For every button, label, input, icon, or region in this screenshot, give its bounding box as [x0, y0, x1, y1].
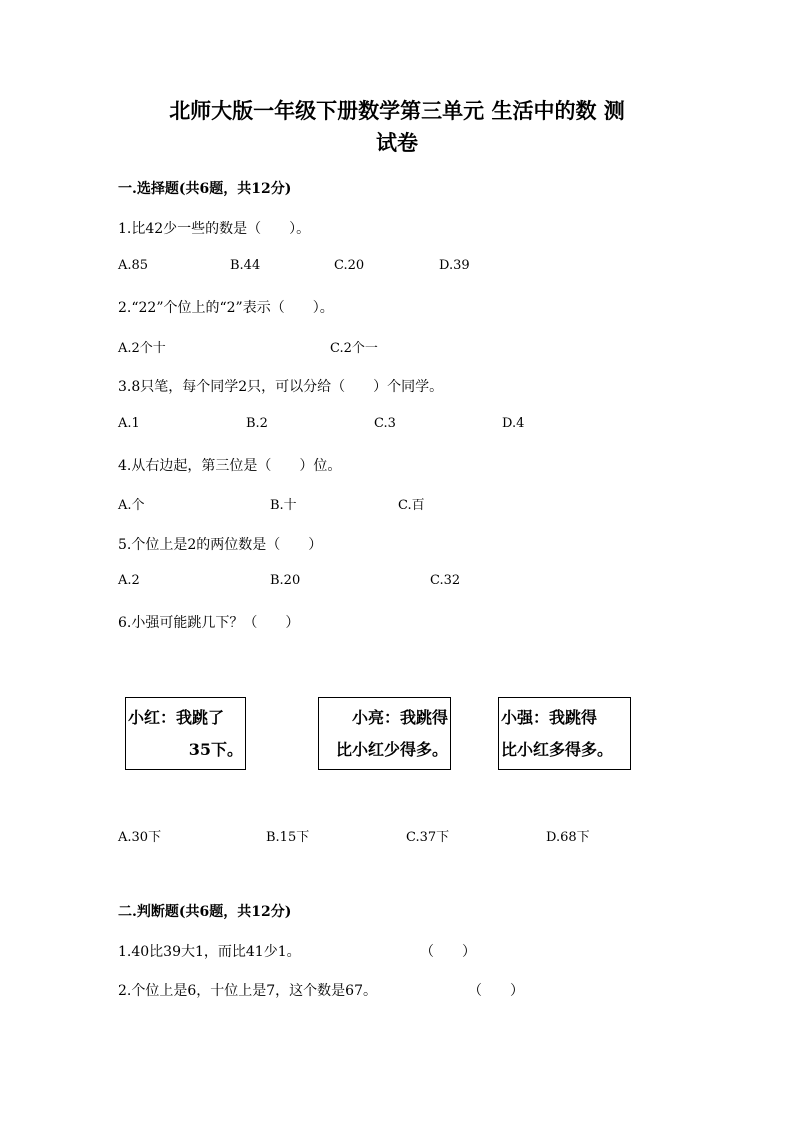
speech-box-xiaoliang-line2: 比小红少得多。: [335, 740, 448, 759]
speech-box-xiaoqiang-line2: 比小红多得多。: [501, 740, 614, 759]
q6-option-a: A.30下: [118, 830, 162, 845]
speech-box-xiaoqiang-line1: 小强：我跳得: [501, 708, 598, 727]
question-6: 6.小强可能跳几下？（ ）: [118, 615, 300, 631]
judgement-1: 1.40比39大1，而比41少1。: [118, 944, 301, 960]
q6-option-c: C.37下: [406, 830, 450, 845]
speech-box-xiaohong-line1: 小红：我跳了: [128, 708, 225, 727]
q4-option-c: C.百: [398, 498, 425, 513]
q6-option-d: D.68下: [546, 830, 590, 845]
q2-option-c: C.2个一: [330, 341, 378, 356]
question-1: 1.比42少一些的数是（ ）。: [118, 221, 311, 237]
judgement-1-answer-paren: （ ）: [420, 944, 476, 960]
q5-option-c: C.32: [430, 573, 461, 588]
speech-box-xiaohong-line2: 35下。: [188, 740, 243, 759]
section-heading-judgement: 二.判断题(共6题，共12分): [118, 904, 292, 920]
q3-option-c: C.3: [374, 416, 396, 431]
section-heading-choice: 一.选择题(共6题，共12分): [118, 181, 292, 197]
judgement-2-answer-paren: （ ）: [468, 983, 524, 999]
page-title: 北师大版一年级下册数学第三单元 生活中的数 测: [169, 98, 625, 123]
judgement-2: 2.个位上是6，十位上是7，这个数是67。: [118, 983, 377, 999]
q1-option-a: A.85: [118, 258, 149, 273]
speech-box-xiaoliang-line1: 小亮：我跳得: [351, 708, 448, 727]
q4-option-a: A.个: [118, 498, 145, 513]
speech-box-xiaoqiang: [498, 697, 631, 770]
speech-box-xiaoliang: [318, 697, 451, 770]
q3-option-a: A.1: [118, 416, 140, 431]
q1-option-b: B.44: [230, 258, 261, 273]
q1-option-c: C.20: [334, 258, 365, 273]
q3-option-d: D.4: [502, 416, 525, 431]
q2-option-a: A.2个十: [118, 341, 166, 356]
q6-option-b: B.15下: [266, 830, 310, 845]
q1-option-d: D.39: [439, 258, 470, 273]
question-4: 4.从右边起，第三位是（ ）位。: [118, 458, 342, 474]
q5-option-a: A.2: [118, 573, 140, 588]
question-5: 5.个位上是2的两位数是（ ）: [118, 537, 323, 553]
q5-option-b: B.20: [270, 573, 301, 588]
question-3: 3.8只笔，每个同学2只，可以分给（ ）个同学。: [118, 379, 444, 395]
question-2: 2.“22”个位上的“2”表示（ ）。: [118, 300, 334, 316]
q4-option-b: B.十: [270, 498, 297, 513]
speech-box-xiaohong: [125, 697, 246, 770]
q3-option-b: B.2: [246, 416, 268, 431]
page-title-line2: 试卷: [376, 130, 418, 155]
